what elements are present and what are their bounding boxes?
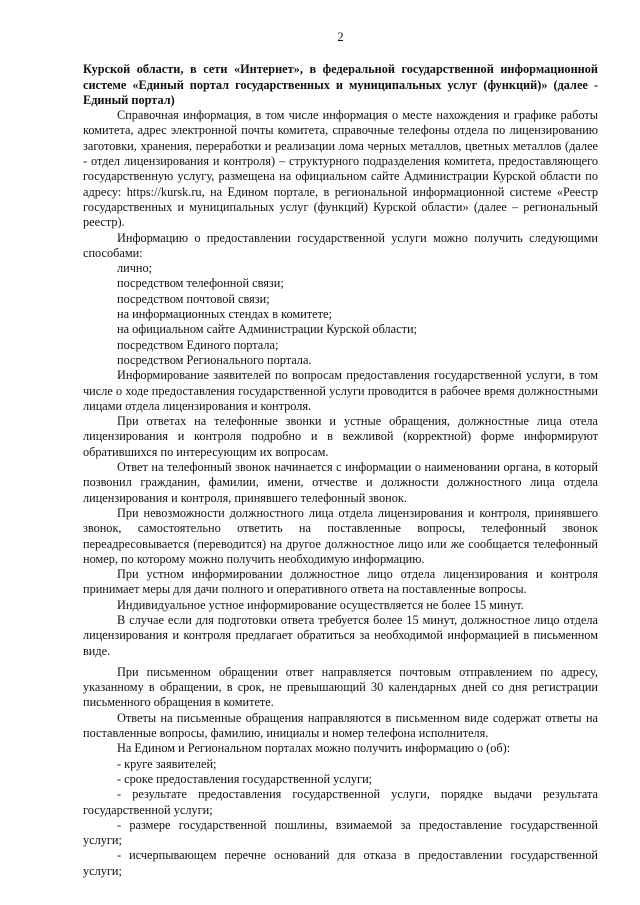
list-item: на официальном сайте Администрации Курской области; (117, 322, 417, 337)
list-item: - исчерпывающем перечне оснований для отказа в предоставлении государственной услуги; (83, 848, 598, 878)
paragraph: Индивидуальное устное информирование осуществляется не более 15 минут. (117, 597, 524, 612)
list-item: на информационных стендах в комитете; (117, 307, 332, 322)
section-heading: Курской области, в сети «Интернет», в федеральной государственной информационной системе «Единый портал государственных и муниципальных услуг (функций)» (далее - Единый портал) (83, 62, 598, 107)
paragraph: При невозможности должностного лица отдела лицензирования и контроля, принявшего звонок, самостоятельно ответить на поставленные вопросы, телефонный звонок переадресовывается (переводится) на другое должностное лицо или же сообщается телефонный номер, по которому можно получить необходимую информацию. (83, 505, 598, 566)
paragraph: При ответах на телефонные звонки и устные обращения, должностные лица отела лицензирования и контроля подробно и в вежливой (корректной) форме информируют обратившихся по интересующим их вопросам. (83, 414, 598, 459)
paragraph: При устном информировании должностное лицо отдела лицензирования и контроля принимает меры для дачи полного и оперативного ответа на поставленные вопросы. (83, 567, 598, 597)
paragraph: В случае если для подготовки ответа требуется более 15 минут, должностное лицо отдела лицензирования и контроля предлагает обратиться за необходимой информацией в письменном виде. (83, 612, 598, 658)
list-item: лично; (117, 261, 153, 276)
paragraph: Справочная информация, в том числе информация о месте нахождения и графике работы комитета, адрес электронной почты комитета, справочные телефоны отдела по лицензированию заготовки, хранения, переработки и реализации лома черных металлов, цветных металлов (далее - отдел лицензирования и контроля) – структурного подразделения комитета, предоставляющего государственную услугу, размещена на официальном сайте Администрации Курской области по адресу: https://kursk.ru, на Едином портале, в региональной информационной системе «Реестр государственных и муниципальных услуг (функций) Курской области» (далее – региональный реестр). (83, 108, 598, 230)
paragraph: Ответы на письменные обращения направляются в письменном виде содержат ответы на поставленные вопросы, фамилию, инициалы и номер телефона исполнителя. (83, 710, 598, 741)
list-item: посредством почтовой связи; (117, 291, 270, 306)
list-item: - сроке предоставления государственной услуги; (117, 771, 373, 786)
list-item: посредством Регионального портала. (117, 352, 312, 367)
list-item: - круге заявителей; (117, 756, 217, 771)
document-page (83, 30, 598, 879)
list-item: посредством Единого портала; (117, 337, 279, 352)
paragraph: Ответ на телефонный звонок начинается с информации о наименовании органа, в который позвонил гражданин, фамилии, имени, отчестве и должности должностного лица отдела лицензирования и контроля, принявшего телефонный звонок. (83, 460, 598, 505)
page-number: 2 (337, 30, 344, 44)
paragraph: Информацию о предоставлении государственной услуги можно получить следующими способами: (83, 230, 598, 260)
paragraph: На Едином и Региональном порталах можно получить информацию о (об): (117, 741, 511, 756)
list-item: - размере государственной пошлины, взимаемой за предоставление государственной услуги; (83, 817, 598, 848)
list-item: посредством телефонной связи; (117, 276, 284, 291)
paragraph: Информирование заявителей по вопросам предоставления государственной услуги, в том числе о ходе предоставления государственной услуги проводится в рабочее время должностными лицами отдела лицензирования и контроля. (83, 368, 598, 413)
list-item: - результате предоставления государственной услуги, порядке выдачи результата государственной услуги; (83, 787, 598, 817)
paragraph: При письменном обращении ответ направляется почтовым отправлением по адресу, указанному в обращении, в срок, не превышающий 30 календарных дней со дня регистрации письменного обращения в комитете. (83, 664, 598, 710)
